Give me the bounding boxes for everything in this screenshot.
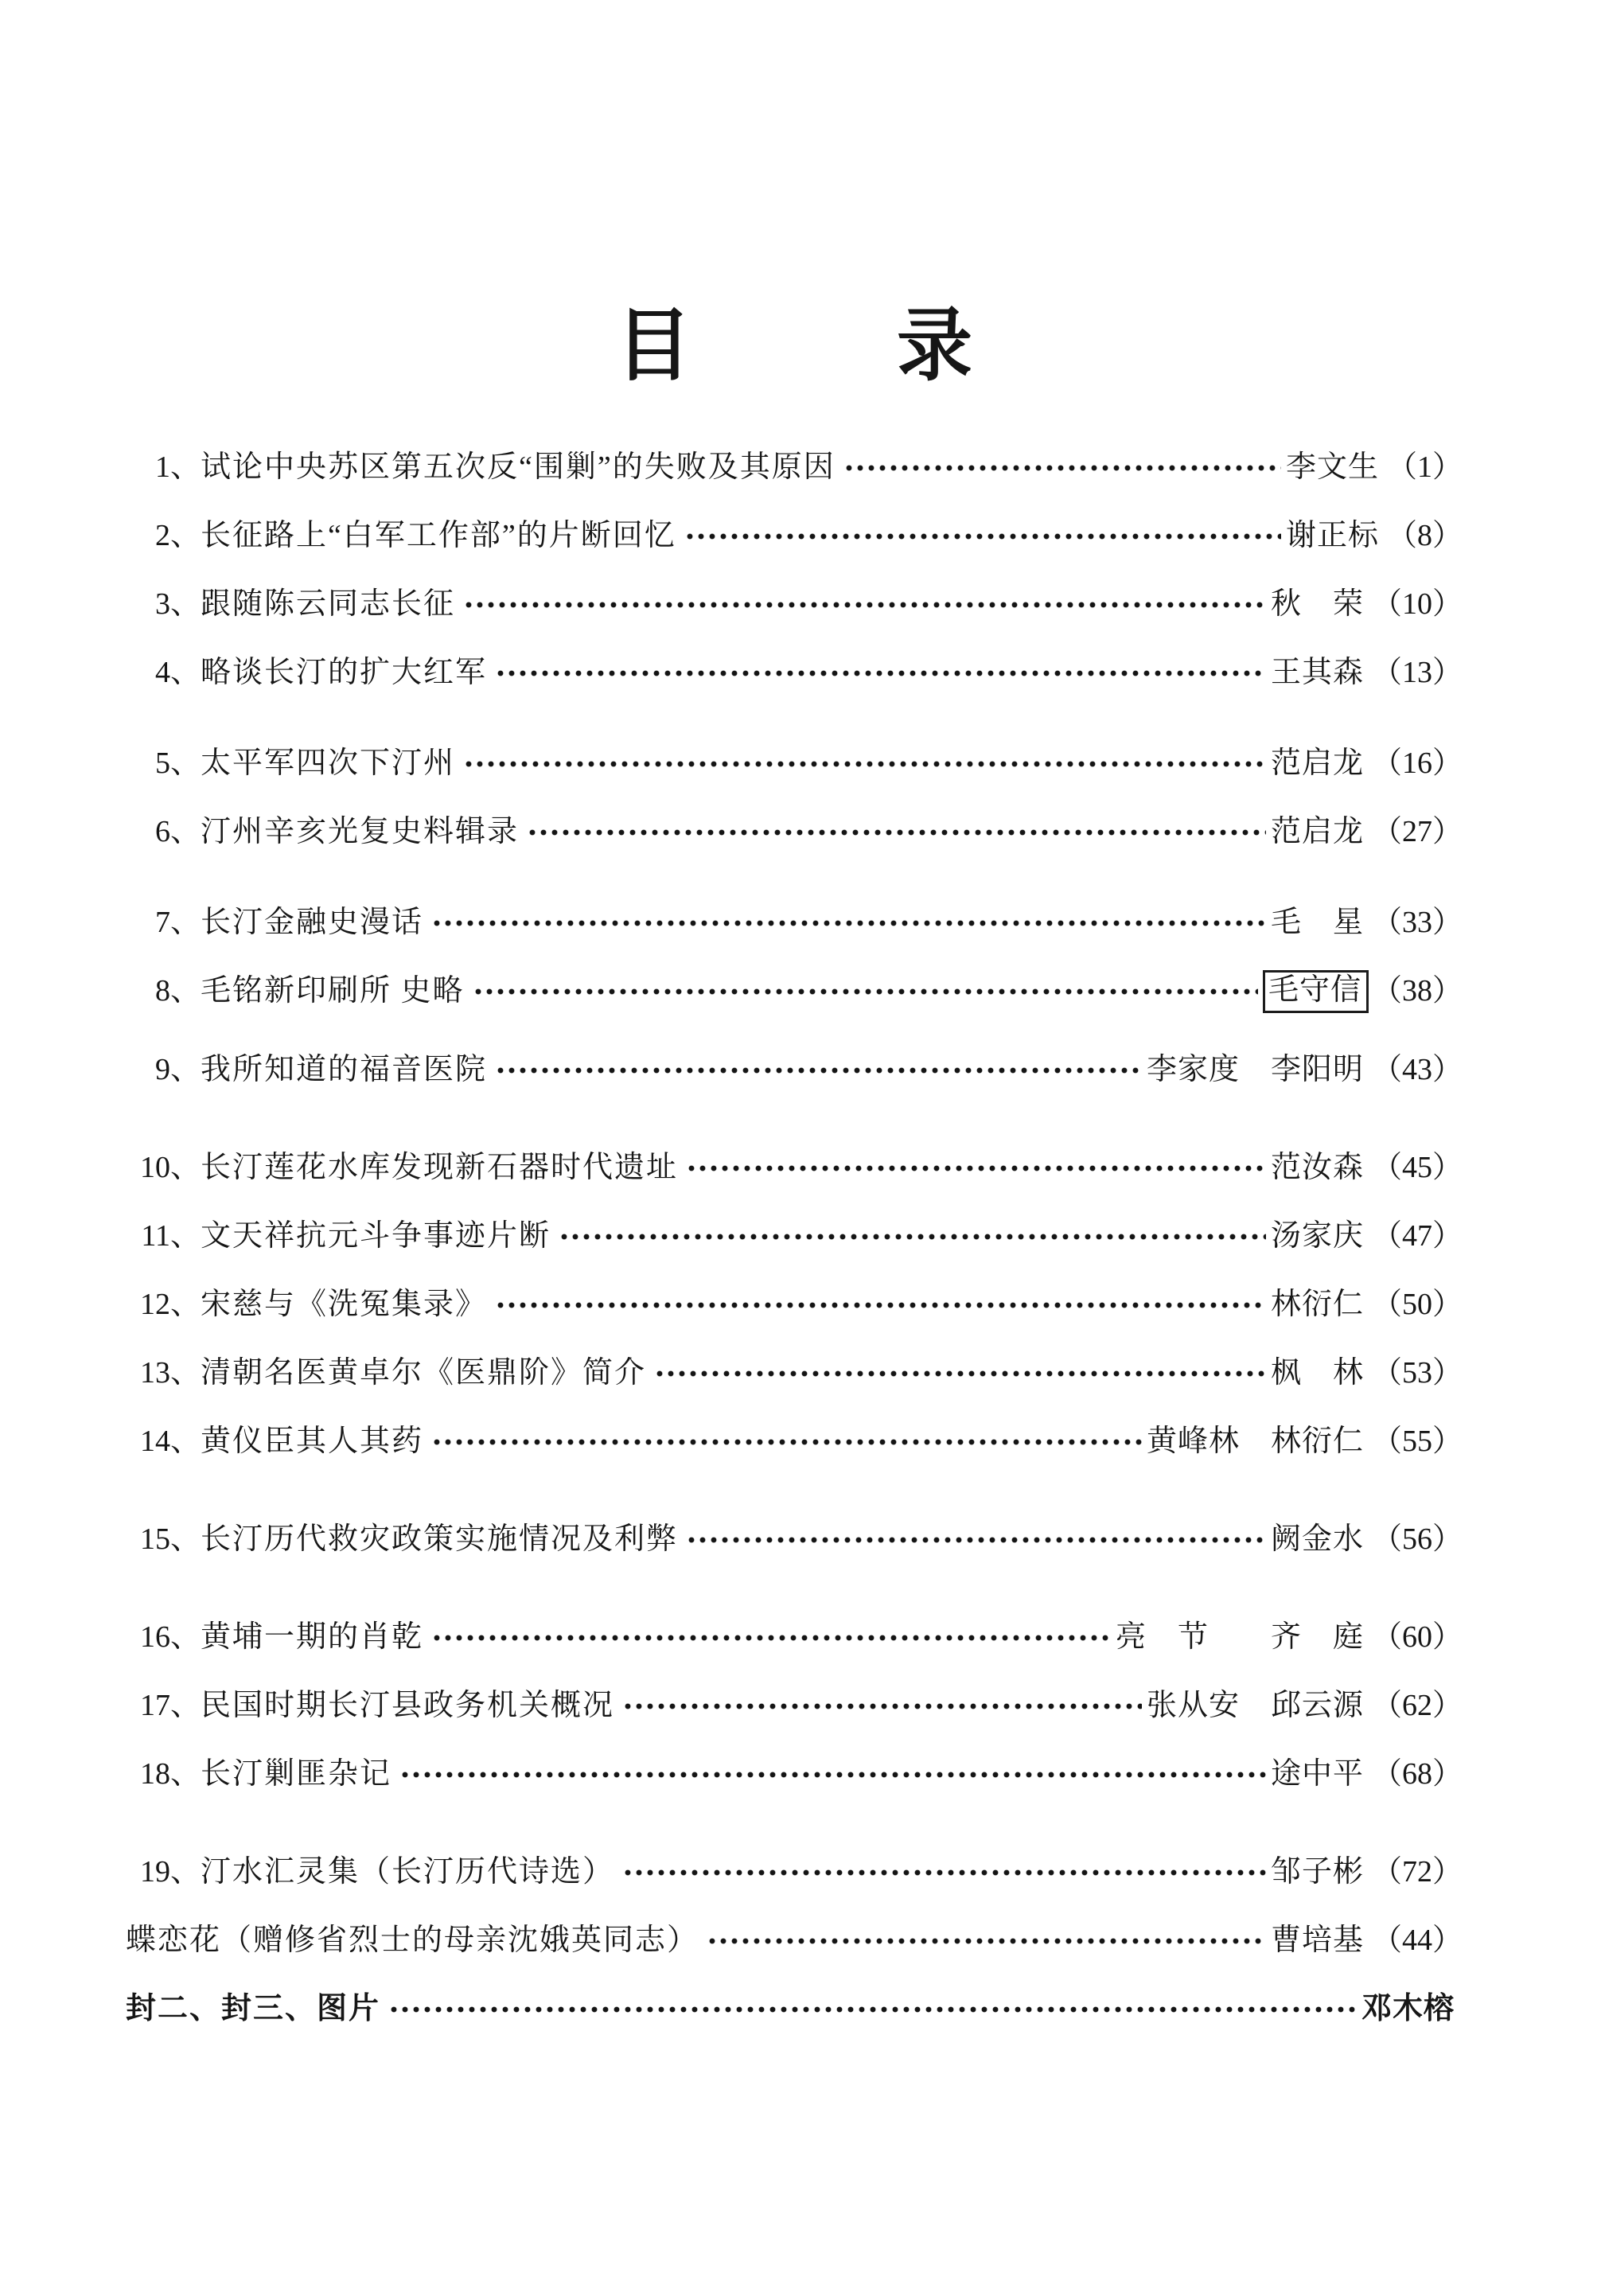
entry-authors: 毛 星 <box>1270 906 1364 940</box>
entry-page-number: （56） <box>1371 1522 1463 1557</box>
entry-page-number: （47） <box>1371 1219 1463 1253</box>
entry-page-number: （27） <box>1371 815 1463 849</box>
toc-entry <box>126 730 1463 798</box>
entry-title: 我所知道的福音医院 <box>201 1053 488 1087</box>
entry-authors: 张从安 邱云源 <box>1146 1689 1364 1723</box>
entry-title: 黄仪臣其人其药 <box>201 1425 424 1459</box>
entry-title: 汀水汇灵集（长汀历代诗选） <box>201 1855 615 1889</box>
dotted-leader <box>431 906 1266 940</box>
entry-title: 跟随陈云同志长征 <box>201 587 456 622</box>
dotted-leader <box>431 1621 1111 1655</box>
entry-title: 毛铭新印刷所 史略 <box>201 974 465 1008</box>
entry-authors: 途中平 <box>1270 1757 1364 1791</box>
entry-title: 宋慈与《洗冤集录》 <box>201 1288 488 1322</box>
entry-number: 14、 <box>139 1425 201 1459</box>
dotted-leader <box>684 520 1281 553</box>
entry-number: 2、 <box>154 519 201 553</box>
entry-number: 11、 <box>141 1219 201 1253</box>
dotted-leader <box>622 1856 1266 1889</box>
entry-number: 3、 <box>154 587 201 622</box>
entry-number: 13、 <box>139 1356 201 1390</box>
toc-entry <box>126 1203 1463 1271</box>
dotted-leader <box>473 975 1258 1008</box>
entry-authors: 汤家庆 <box>1270 1219 1364 1253</box>
entry-title: 太平军四次下汀州 <box>201 746 456 781</box>
entry-page-number: （68） <box>1371 1757 1463 1791</box>
entry-title: 试论中央苏区第五次反“围剿”的失败及其原因 <box>201 450 836 485</box>
entry-number: 8、 <box>154 974 201 1008</box>
toc-entry <box>126 502 1463 571</box>
entry-authors: 王其森 <box>1270 656 1364 690</box>
dotted-leader <box>463 588 1266 622</box>
entry-page-number: （16） <box>1371 746 1463 781</box>
toc-entry <box>126 434 1463 502</box>
entry-authors: 邹子彬 <box>1270 1855 1364 1889</box>
entry-authors: 林衍仁 <box>1270 1288 1364 1322</box>
entry-page-number: （33） <box>1371 906 1463 940</box>
toc-entry <box>126 957 1463 1026</box>
entry-number: 18、 <box>139 1757 201 1791</box>
dotted-leader <box>495 657 1266 690</box>
toc-entry <box>126 1975 1463 2044</box>
dotted-leader <box>843 451 1281 485</box>
toc-entry <box>126 639 1463 708</box>
dotted-leader <box>495 1288 1266 1322</box>
entry-title: 长汀莲花水库发现新石器时代遗址 <box>201 1151 679 1185</box>
dotted-leader <box>686 1523 1266 1557</box>
toc-entry <box>126 798 1463 867</box>
entry-number: 4、 <box>154 656 201 690</box>
toc-entry <box>126 889 1463 957</box>
entry-authors: 范启龙 <box>1270 815 1364 849</box>
entry-title: 文天祥抗元斗争事迹片断 <box>201 1219 551 1253</box>
entry-authors: 范汝森 <box>1270 1151 1364 1185</box>
entry-title: 民国时期长汀县政务机关概况 <box>201 1689 615 1723</box>
entry-authors: 亮 节 齐 庭 <box>1115 1620 1364 1655</box>
dotted-leader <box>399 1758 1266 1791</box>
entry-number: 7、 <box>154 906 201 940</box>
dotted-leader <box>431 1425 1142 1459</box>
entry-authors-boxed: 毛守信 <box>1263 970 1369 1013</box>
entry-title: 长征路上“白军工作部”的片断回忆 <box>201 519 676 553</box>
entry-page-number: （38） <box>1371 974 1463 1008</box>
toc-entry <box>126 571 1463 639</box>
entry-authors: 枫 林 <box>1270 1356 1364 1390</box>
entry-title: 长汀剿匪杂记 <box>201 1757 392 1791</box>
entry-title: 清朝名医黄卓尔《医鼎阶》简介 <box>201 1356 647 1390</box>
entry-number: 12、 <box>139 1288 201 1322</box>
entry-page-number: （1） <box>1386 450 1463 485</box>
toc-entry <box>126 1036 1463 1105</box>
page-title <box>126 302 1463 391</box>
entry-title: 长汀金融史漫话 <box>201 906 424 940</box>
entry-number: 19、 <box>139 1855 201 1889</box>
page-title-char-left: 目 <box>615 302 691 391</box>
dotted-leader <box>686 1152 1266 1185</box>
entry-page-number: （72） <box>1371 1855 1463 1889</box>
entry-authors: 邓木榕 <box>1361 1992 1455 2026</box>
entry-page-number: （62） <box>1371 1689 1463 1723</box>
entry-authors: 秋 荣 <box>1270 587 1364 622</box>
entry-authors: 李文生 <box>1285 450 1379 485</box>
dotted-leader <box>495 1054 1142 1087</box>
entry-page-number: （10） <box>1371 587 1463 622</box>
toc-entry <box>126 1604 1463 1672</box>
entry-title: 封二、封三、图片 <box>126 1992 381 2026</box>
entry-authors: 曹培基 <box>1270 1924 1364 1958</box>
entry-number: 17、 <box>139 1689 201 1723</box>
toc-entry <box>126 1134 1463 1203</box>
entry-page-number: （60） <box>1371 1620 1463 1655</box>
entry-number: 9、 <box>154 1053 201 1087</box>
entry-number: 1、 <box>154 450 201 485</box>
entry-authors: 黄峰林 林衍仁 <box>1146 1425 1364 1459</box>
entry-title: 黄埔一期的肖乾 <box>201 1620 424 1655</box>
entry-authors: 阙金水 <box>1270 1522 1364 1557</box>
toc-entry <box>126 1408 1463 1476</box>
entry-title: 汀州辛亥光复史料辑录 <box>201 815 520 849</box>
dotted-leader <box>622 1690 1142 1723</box>
entry-number: 16、 <box>139 1620 201 1655</box>
toc-entry <box>126 1672 1463 1741</box>
entry-number: 5、 <box>154 746 201 781</box>
dotted-leader <box>388 1993 1357 2026</box>
entry-number: 10、 <box>139 1151 201 1185</box>
entry-number: 6、 <box>154 815 201 849</box>
entry-authors: 范启龙 <box>1270 746 1364 781</box>
dotted-leader <box>463 747 1266 781</box>
entry-page-number: （8） <box>1386 519 1463 553</box>
entry-authors: 李家度 李阳明 <box>1146 1053 1364 1087</box>
toc-entry <box>126 1741 1463 1809</box>
dotted-leader <box>527 816 1266 849</box>
entry-page-number: （55） <box>1371 1425 1463 1459</box>
entry-title: 长汀历代救灾政策实施情况及利弊 <box>201 1522 679 1557</box>
dotted-leader <box>707 1924 1266 1958</box>
entry-authors: 谢正标 <box>1285 519 1379 553</box>
toc-entry <box>126 1506 1463 1574</box>
toc-entry <box>126 1907 1463 1975</box>
entry-page-number: （13） <box>1371 656 1463 690</box>
entry-page-number: （45） <box>1371 1151 1463 1185</box>
page-title-char-right: 录 <box>897 302 973 391</box>
toc-list <box>126 434 1463 2044</box>
entry-page-number: （43） <box>1371 1053 1463 1087</box>
entry-title: 蝶恋花（赠修省烈士的母亲沈娥英同志） <box>126 1924 699 1958</box>
dotted-leader <box>559 1220 1266 1253</box>
toc-entry <box>126 1339 1463 1408</box>
entry-title: 略谈长汀的扩大红军 <box>201 656 488 690</box>
entry-number: 15、 <box>139 1522 201 1557</box>
toc-entry <box>126 1838 1463 1907</box>
dotted-leader <box>654 1357 1266 1390</box>
toc-entry <box>126 1271 1463 1339</box>
entry-page-number: （50） <box>1371 1288 1463 1322</box>
entry-page-number: （44） <box>1371 1924 1463 1958</box>
entry-page-number: （53） <box>1371 1356 1463 1390</box>
